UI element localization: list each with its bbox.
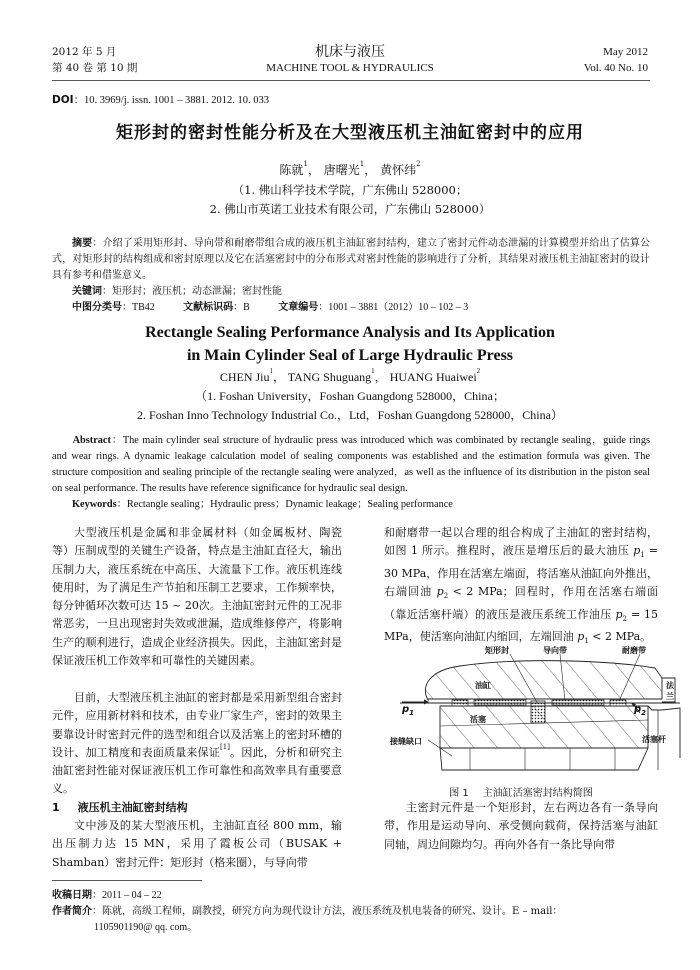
body-right-para-1 <box>384 524 658 651</box>
doi <box>52 92 269 107</box>
separator: ， <box>272 370 285 384</box>
doi-label: DOI <box>52 94 74 106</box>
sub: 2 <box>641 709 647 717</box>
bio-label: 作者简介 <box>52 906 92 917</box>
doi-value: ：10. 3969/j. issn. 1001 – 3881. 2012. 10. 033 <box>73 95 269 106</box>
var-p: p <box>577 630 585 644</box>
bio-text: ：陈就，高级工程师，副教授，研究方向为现代设计方法，液压系统及机电装备的研究、设计。E – mail： <box>92 906 563 917</box>
doc-code-value: ：B <box>233 302 250 313</box>
author-bio <box>52 904 662 920</box>
label-cylinder: 油缸 <box>475 681 491 690</box>
received-date <box>52 888 162 904</box>
label-piston: 活塞 <box>470 715 486 724</box>
p: p <box>634 704 642 715</box>
affiliation-cn-1: （1. 佛山科学技术学院，广东佛山 528000； <box>232 183 468 197</box>
author-3-sup: 2 <box>416 160 421 168</box>
affiliation-en-2: 2. Foshan Inno Technology Industrial Co.，Ltd，Foshan Guangdong 528000，China） <box>137 408 563 422</box>
title-en-line-2: in Main Cylinder Seal of Large Hydraulic Press <box>186 347 514 364</box>
journal-name-en: MACHINE TOOL & HYDRAULICS <box>266 62 434 74</box>
clc-value: ：TB42 <box>122 302 155 313</box>
classification <box>72 300 468 316</box>
wear-ring-right <box>610 700 626 706</box>
text-c: < 2 MPa；回程时，作用在活塞右端面（靠近活塞杆端）的液压是液压系统工作油压 <box>384 585 658 621</box>
label-p2 <box>634 704 646 717</box>
label-flange: 法兰 <box>666 681 674 701</box>
var-sub: 2 <box>443 592 449 601</box>
keywords-cn-label: 关键词 <box>72 286 102 297</box>
author-2: 唐曙光 <box>323 163 360 177</box>
figure-caption-text: 主油缸活塞密封结构简图 <box>482 788 593 799</box>
label-wear-ring: 耐磨带 <box>622 646 646 655</box>
text-e: < 2 MPa。 <box>588 630 652 644</box>
piston-rod-shape <box>648 706 680 758</box>
author-en-2: TANG Shuguang <box>287 370 372 384</box>
body-left-para-1: 大型液压机是金属和非金属材料（如金属板材、陶瓷等）压制成型的关键生产设备，特点是主油缸直径大，输出压制力大，液压系统在中高压、大流量下工作。液压机连线使用时，为了满足生产节拍和压制工艺要求，工作频率快，每分钟循环次数可达 15 ~ 20次。主油缸密封元件的工况非常恶劣，一旦出现密封失效或泄漏，造成维修停产，将影响生产的顺利进行，造成企业经济损失。因此，主油缸密封是保证液压机工作效率和可靠性的关键因素。 <box>52 526 342 668</box>
author-en-1-sup: 1 <box>269 367 273 375</box>
footnote-rule <box>52 880 202 881</box>
body-left-para-3: 文中涉及的某大型液压机，主油缸直径 800 mm，输出压制力达 15 MN，采用了霞板公司（BUSAK + Shamban）密封元件：矩形封（格来圈），与导向带 <box>52 819 342 869</box>
wear-ring-left <box>452 700 468 706</box>
var-sub: 1 <box>584 637 589 646</box>
issue-date-en: May 2012 <box>603 46 648 58</box>
author-1: 陈就 <box>279 163 304 177</box>
keywords-cn <box>72 284 282 300</box>
keywords-cn-text: ：矩形封；液压机；动态泄漏；密封性能 <box>102 286 282 297</box>
label-p1 <box>402 704 414 717</box>
abstract-cn-label: 摘要 <box>72 238 93 249</box>
author-2-sup: 1 <box>359 160 365 168</box>
para-2-text-b: 。因此，分析和研究主油缸密封性能对保证液压机工作可靠性和高效率具有重要意义。 <box>52 745 342 796</box>
title-en-line-1: Rectangle Sealing Performance Analysis and Its Application <box>145 324 555 341</box>
abstract-cn <box>52 236 650 284</box>
author-3: 黄怀纬 <box>380 163 417 177</box>
section-heading-1 <box>52 799 342 817</box>
author-en-2-sup: 1 <box>371 367 375 375</box>
received-label: 收稿日期 <box>52 890 92 901</box>
article-no-label: 文章编号 <box>278 302 319 313</box>
title-cn: 矩形封的密封性能分析及在大型液压机主油缸密封中的应用 <box>116 123 584 143</box>
rectangle-seal <box>531 701 545 723</box>
separator: ， <box>307 163 320 177</box>
figure-number: 图 1 <box>449 788 469 799</box>
section-number: 1 <box>52 801 60 814</box>
abstract-en-text: ：The main cylinder seal structure of hydraulic press was introduced which was combinated by rectangle sealing，guide rings and wear rings. A dynamic leakage calculation model of sealing components was established and the estimation formula was given. The structure composition and sealing principle of the rectangle sealing were analyzed，as well as the influence of its distribution in the piston seal on seal performance. The results have reference significance for hydraulic seal design. <box>52 435 650 494</box>
author-1-sup: 1 <box>303 160 308 168</box>
var-p: p <box>633 544 641 558</box>
var-sub: 1 <box>640 551 645 560</box>
keywords-en-label: Keywords <box>72 499 117 510</box>
label-piston-rod: 活塞杆 <box>642 735 666 744</box>
text-a: 和耐磨带一起以合理的组合构成了主油缸的密封结构，如图 1 所示。推程时，液压是增压后的最大油压 <box>384 526 658 558</box>
authors-cn <box>0 161 700 178</box>
issue-volume-cn: 第 40 卷 第 10 期 <box>52 62 138 74</box>
label-guide-ring: 导向带 <box>543 646 567 655</box>
abstract-en <box>52 433 650 497</box>
affiliation-cn-2: 2. 佛山市英诺工业技术有限公司，广东佛山 528000） <box>209 202 491 216</box>
citation-ref: [1] <box>220 742 230 751</box>
keywords-en-text: ：Rectangle sealing；Hydraulic press；Dynamic leakage；Sealing performance <box>116 499 453 510</box>
section-title: 液压机主油缸密封结构 <box>77 801 188 814</box>
figure-1 <box>390 648 690 772</box>
authors-en <box>0 368 700 386</box>
journal-name-cn: 机床与液压 <box>315 44 385 60</box>
label-joint-gap: 接缝缺口 <box>390 737 422 746</box>
var-p: p <box>615 607 623 621</box>
article-no-value: ：1001 – 3881（2012）10 – 102 – 3 <box>318 302 469 313</box>
clc-label: 中图分类号 <box>72 302 122 313</box>
author-en-3-sup: 2 <box>476 367 481 375</box>
p: p <box>402 704 410 715</box>
var-sub: 2 <box>622 614 628 623</box>
guide-ring-right <box>552 700 604 705</box>
issue-volume-en: Vol. 40 No. 10 <box>583 62 648 74</box>
figure-caption <box>384 784 658 799</box>
abstract-en-label: Abstract <box>72 435 111 446</box>
author-en-1: CHEN Jiu <box>219 370 270 384</box>
text-d: = 15 MPa，使活塞向油缸内缩回，左端回油 <box>384 607 658 644</box>
text-b: = 30 MPa，作用在活塞左端面，将活塞从油缸向外推出，右端回油 <box>384 544 658 599</box>
author-email: 1105901190@ qq. com。 <box>94 922 198 933</box>
separator: ， <box>364 163 377 177</box>
para-2-text-a: 目前，大型液压机主油缸的密封都是采用新型组合密封元件，应用新材料和技术，由专业厂家生产，密封的效果主要靠设计时密封元件的选型和组合以及活塞上的密封环槽的设计、加工精度和表面质量来保证 <box>52 691 342 759</box>
doc-code-label: 文献标识码 <box>183 302 234 313</box>
header-rule <box>52 80 650 81</box>
keywords-en <box>72 497 453 513</box>
body-right-para-2: 主密封元件是一个矩形封，左右两边各有一条导向带，作用是运动导向、承受侧向载荷，保持活塞与油缸同轴，周边间隙均匀。再向外各有一条比导向带 <box>384 801 658 851</box>
separator: ， <box>374 370 387 384</box>
abstract-cn-text: ：介绍了采用矩形封、导向带和耐磨带组合成的液压机主油缸密封结构，建立了密封元件动态泄漏的计算模型并给出了估算公式，对矩形封的结构组成和密封原理以及它在活塞密封中的分布形式对密封性能的影响进行了分析，其结果对液压机主油缸密封的设计具有参考和借鉴意义。 <box>52 238 651 281</box>
author-en-3: HUANG Huaiwei <box>389 370 477 384</box>
cylinder-shape <box>425 661 662 700</box>
label-rect-seal: 矩形封 <box>485 646 509 655</box>
issue-date-cn: 2012 年 5 月 <box>52 46 117 58</box>
affiliation-en-1: （1. Foshan University，Foshan Guangdong 528000，China； <box>195 389 505 403</box>
guide-ring-left <box>474 700 526 705</box>
received-value: ：2011 – 04 – 22 <box>92 890 162 901</box>
body-left-para-2 <box>52 689 342 799</box>
var-p: p <box>436 585 444 599</box>
sub: 1 <box>409 709 415 717</box>
